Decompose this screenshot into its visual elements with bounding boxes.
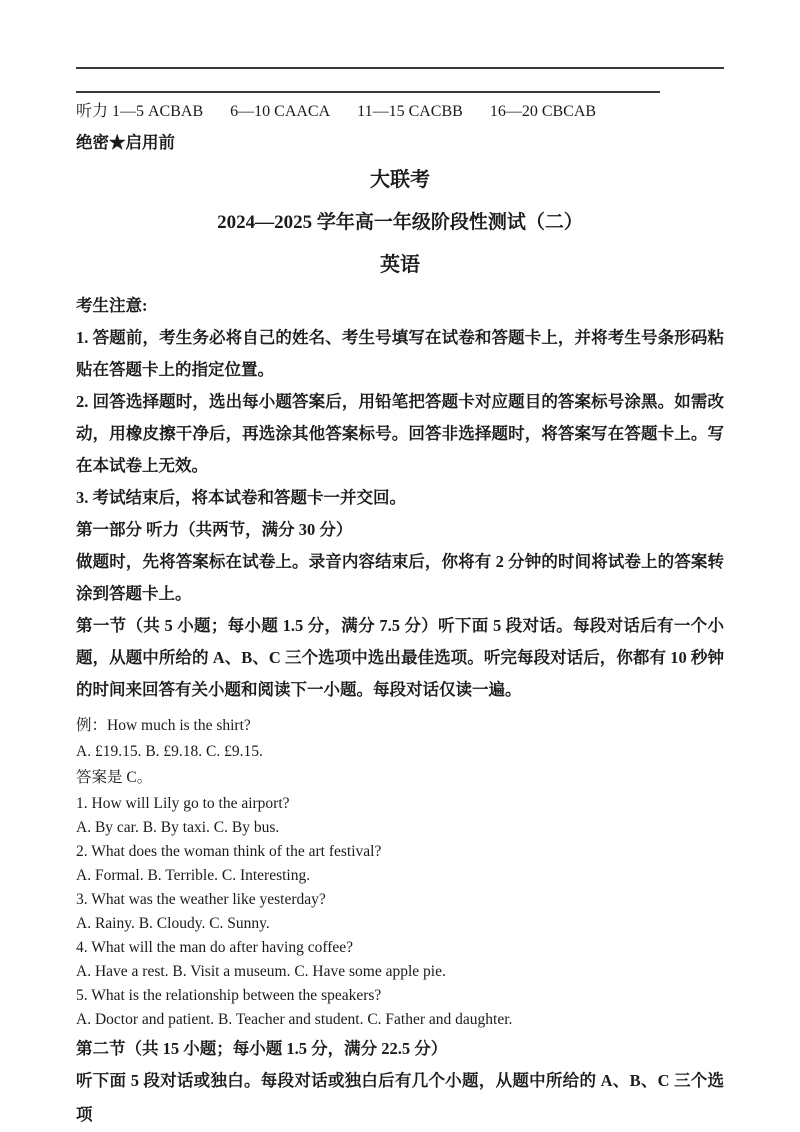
section2-instructions: 听下面 5 段对话或独白。每段对话或独白后有几个小题，从题中所给的 A、B、C 三个选项 xyxy=(76,1071,724,1124)
answer-key-segment: 6—10 CAACA xyxy=(230,103,331,120)
question-options: A. Formal. B. Terrible. C. Interesting. xyxy=(76,867,311,884)
answer-key-segment: 11—15 CACBB xyxy=(357,103,463,120)
exam-subject-title: 英语 xyxy=(380,254,420,276)
question-options: A. Doctor and patient. B. Teacher and student. C. Father and daughter. xyxy=(76,1011,513,1028)
page-content xyxy=(0,67,800,1132)
notice-heading: 考生注意: xyxy=(76,296,148,315)
part1-instructions: 做题时，先将答案标在试卷上。录音内容结束后，你将有 2 分钟的时间将试卷上的答案转涂到答题卡上。 xyxy=(76,552,724,603)
notice-item-3: 3. 考试结束后，将本试卷和答题卡一并交回。 xyxy=(76,488,406,507)
notice-item-2: 2. 回答选择题时，选出每小题答案后，用铅笔把答题卡对应题目的答案标号涂黑。如需改动，用橡皮擦干净后，再选涂其他答案标号。回答非选择题时，将答案写在答题卡上。写在本试卷上无效。 xyxy=(76,392,724,475)
question-item xyxy=(76,840,724,888)
listening-questions-list xyxy=(76,792,724,1032)
listening-answer-key xyxy=(76,102,724,122)
example-options: A. £19.15. B. £9.18. C. £9.15. xyxy=(76,743,263,760)
section2-heading: 第二节（共 15 小题；每小题 1.5 分，满分 22.5 分） xyxy=(76,1039,448,1058)
question-item xyxy=(76,792,724,840)
question-item xyxy=(76,984,724,1032)
question-text: 4. What will the man do after having coffee? xyxy=(76,939,354,956)
section1-heading-and-instructions: 第一节（共 5 小题；每小题 1.5 分，满分 7.5 分）听下面 5 段对话。每段对话后有一个小题，从题中所给的 A、B、C 三个选项中选出最佳选项。听完每段对话后，你都有 10 秒钟的时间来回答有关小题和阅读下一小题。每段对话仅读一遍。 xyxy=(76,616,724,699)
question-text: 2. What does the woman think of the art festival? xyxy=(76,843,382,860)
exam-session-title: 2024—2025 学年高一年级阶段性测试（二） xyxy=(217,212,583,233)
question-options: A. Have a rest. B. Visit a museum. C. Have some apple pie. xyxy=(76,963,446,980)
top-divider-line xyxy=(76,67,724,69)
example-answer: 答案是 C。 xyxy=(76,769,153,786)
answer-key-segment: 听力 1—5 ACBAB xyxy=(76,103,204,120)
notice-item-1: 1. 答题前，考生务必将自己的姓名、考生号填写在试卷和答题卡上，并将考生号条形码粘贴在答题卡上的指定位置。 xyxy=(76,328,724,379)
second-divider-line xyxy=(76,91,660,93)
question-text: 1. How will Lily go to the airport? xyxy=(76,795,290,812)
example-question: 例：How much is the shirt? xyxy=(76,717,251,734)
exam-brand-title: 大联考 xyxy=(370,169,430,191)
example-block xyxy=(76,713,724,791)
answer-key-segment: 16—20 CBCAB xyxy=(489,103,597,120)
question-item xyxy=(76,888,724,936)
question-options: A. Rainy. B. Cloudy. C. Sunny. xyxy=(76,915,270,932)
question-item xyxy=(76,936,724,984)
question-text: 5. What is the relationship between the speakers? xyxy=(76,987,382,1004)
question-text: 3. What was the weather like yesterday? xyxy=(76,891,326,908)
question-options: A. By car. B. By taxi. C. By bus. xyxy=(76,819,280,836)
part1-heading: 第一部分 听力（共两节，满分 30 分） xyxy=(76,520,353,539)
confidential-label: 绝密★启用前 xyxy=(76,133,175,152)
